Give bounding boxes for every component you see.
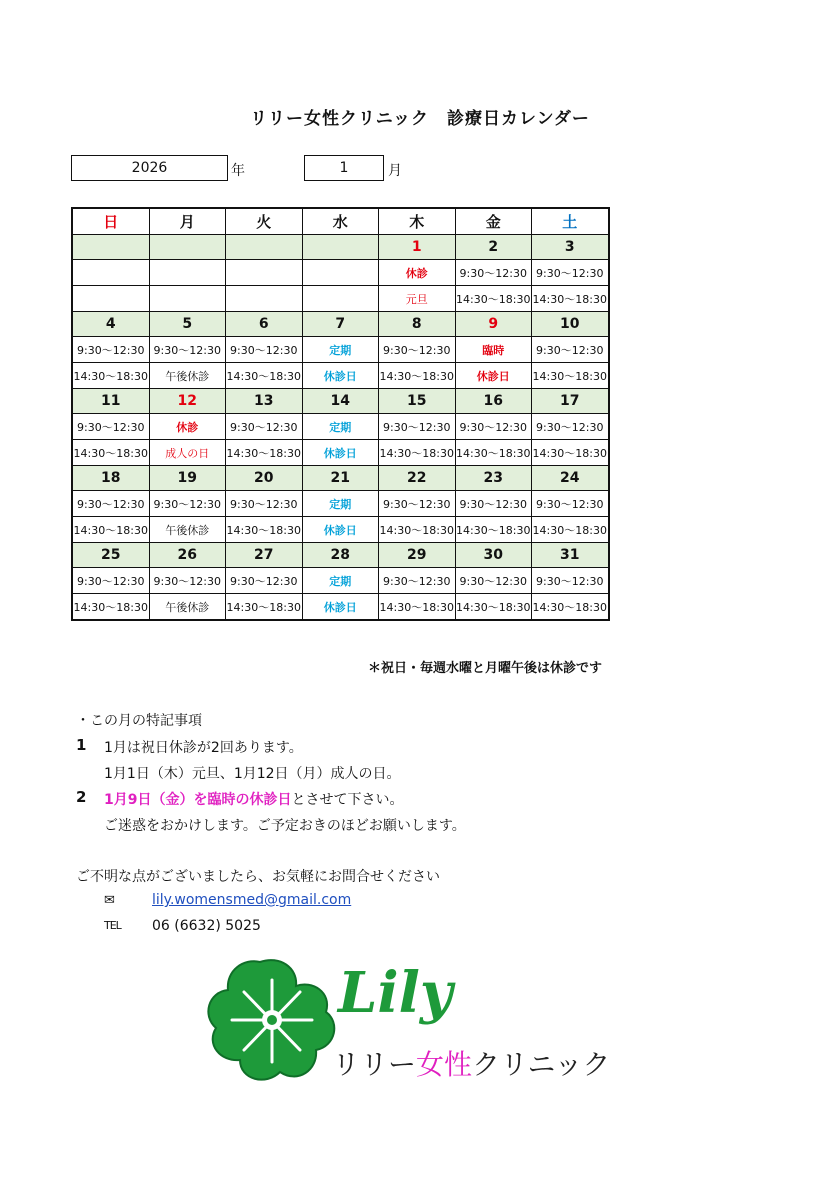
hours-cell-pm: 14:30〜18:30 bbox=[226, 594, 303, 621]
date-cell-thu: 15 bbox=[379, 389, 456, 414]
date-cell-thu: 29 bbox=[379, 543, 456, 568]
hours-cell-am: 9:30〜12:30 bbox=[149, 337, 226, 363]
date-cell-fri: 2 bbox=[455, 235, 532, 260]
date-cell-tue: 13 bbox=[226, 389, 303, 414]
hours-row-pm bbox=[72, 594, 609, 621]
date-cell-sun: 25 bbox=[72, 543, 149, 568]
hours-cell-pm: 午後休診 bbox=[149, 517, 226, 543]
date-cell-mon: 19 bbox=[149, 466, 226, 491]
lily-flower-icon bbox=[208, 960, 334, 1080]
date-cell-wed bbox=[302, 235, 379, 260]
date-cell-sun: 4 bbox=[72, 312, 149, 337]
hours-cell-am: 9:30〜12:30 bbox=[72, 414, 149, 440]
hours-cell-am: 臨時 bbox=[455, 337, 532, 363]
page-title: リリー女性クリニック 診療日カレンダー bbox=[250, 109, 590, 129]
hours-cell-pm: 午後休診 bbox=[149, 363, 226, 389]
date-cell-sat: 3 bbox=[532, 235, 609, 260]
date-cell-mon: 5 bbox=[149, 312, 226, 337]
date-cell-sat: 31 bbox=[532, 543, 609, 568]
hours-cell-pm: 元旦 bbox=[379, 286, 456, 312]
hours-cell-pm bbox=[302, 286, 379, 312]
clinic-logo bbox=[200, 950, 611, 1090]
hours-cell-am: 9:30〜12:30 bbox=[455, 260, 532, 286]
hours-cell-pm: 14:30〜18:30 bbox=[532, 440, 609, 466]
date-cell-wed: 14 bbox=[302, 389, 379, 414]
weekday-header-row bbox=[72, 208, 609, 235]
hours-cell-pm: 成人の日 bbox=[149, 440, 226, 466]
hours-cell-pm: 14:30〜18:30 bbox=[226, 440, 303, 466]
hours-cell-pm: 14:30〜18:30 bbox=[379, 594, 456, 621]
hours-cell-pm: 14:30〜18:30 bbox=[72, 517, 149, 543]
notes-heading: ・この月の特記事項 bbox=[76, 713, 202, 729]
date-cell-wed: 21 bbox=[302, 466, 379, 491]
note-2-number: 2 bbox=[76, 788, 87, 806]
hours-cell-am: 9:30〜12:30 bbox=[379, 568, 456, 594]
date-row bbox=[72, 466, 609, 491]
year-field: 2026 bbox=[71, 155, 228, 181]
hours-cell-pm: 休診日 bbox=[302, 363, 379, 389]
hours-row-pm bbox=[72, 286, 609, 312]
hours-cell-pm: 14:30〜18:30 bbox=[532, 517, 609, 543]
hours-cell-pm: 休診日 bbox=[302, 440, 379, 466]
hours-cell-am: 9:30〜12:30 bbox=[149, 491, 226, 517]
month-field: 1 bbox=[304, 155, 384, 181]
hours-cell-am: 定期 bbox=[302, 568, 379, 594]
date-cell-tue: 20 bbox=[226, 466, 303, 491]
date-cell-mon: 26 bbox=[149, 543, 226, 568]
weekday-header-sun: 日 bbox=[72, 208, 149, 235]
hours-cell-pm: 14:30〜18:30 bbox=[455, 286, 532, 312]
hours-cell-pm: 14:30〜18:30 bbox=[455, 440, 532, 466]
hours-cell-am: 定期 bbox=[302, 491, 379, 517]
hours-cell-am: 休診 bbox=[149, 414, 226, 440]
hours-cell-am: 9:30〜12:30 bbox=[455, 491, 532, 517]
weekday-header-thu: 木 bbox=[379, 208, 456, 235]
hours-cell-pm: 14:30〜18:30 bbox=[455, 594, 532, 621]
note-2-line-2: ご迷惑をおかけします。ご予定おきのほどお願いします。 bbox=[104, 818, 466, 834]
logo-wordmark: Lily bbox=[338, 960, 453, 1026]
hours-cell-pm: 14:30〜18:30 bbox=[72, 363, 149, 389]
date-cell-sat: 17 bbox=[532, 389, 609, 414]
date-cell-mon bbox=[149, 235, 226, 260]
hours-cell-pm: 休診日 bbox=[302, 594, 379, 621]
date-row bbox=[72, 235, 609, 260]
hours-cell-pm: 14:30〜18:30 bbox=[379, 363, 456, 389]
hours-cell-am: 休診 bbox=[379, 260, 456, 286]
date-cell-sun bbox=[72, 235, 149, 260]
logo-name-part3: クリニック bbox=[472, 1048, 611, 1081]
date-row bbox=[72, 543, 609, 568]
date-cell-sat: 24 bbox=[532, 466, 609, 491]
hours-cell-am: 9:30〜12:30 bbox=[149, 568, 226, 594]
hours-cell-pm: 14:30〜18:30 bbox=[72, 594, 149, 621]
note-2-highlight: 1月9日（金）を臨時の休診日 bbox=[104, 792, 292, 808]
hours-cell-am: 9:30〜12:30 bbox=[226, 414, 303, 440]
logo-clinic-name bbox=[332, 1048, 610, 1081]
hours-cell-am bbox=[226, 260, 303, 286]
closed-days-footnote: ＊祝日・毎週水曜と月曜午後は休診です bbox=[367, 661, 602, 676]
hours-cell-pm: 14:30〜18:30 bbox=[379, 440, 456, 466]
hours-cell-am: 9:30〜12:30 bbox=[379, 337, 456, 363]
weekday-header-mon: 月 bbox=[149, 208, 226, 235]
date-cell-fri: 30 bbox=[455, 543, 532, 568]
date-cell-fri: 23 bbox=[455, 466, 532, 491]
mail-icon: ✉ bbox=[104, 893, 115, 908]
date-cell-sun: 11 bbox=[72, 389, 149, 414]
hours-cell-pm: 休診日 bbox=[455, 363, 532, 389]
logo-name-part1: リリー bbox=[332, 1048, 417, 1081]
hours-cell-am: 9:30〜12:30 bbox=[532, 337, 609, 363]
hours-cell-am: 9:30〜12:30 bbox=[455, 414, 532, 440]
date-cell-thu: 1 bbox=[379, 235, 456, 260]
hours-cell-pm bbox=[226, 286, 303, 312]
year-unit-label: 年 bbox=[231, 163, 245, 179]
date-cell-tue bbox=[226, 235, 303, 260]
date-row bbox=[72, 312, 609, 337]
hours-cell-am: 9:30〜12:30 bbox=[72, 491, 149, 517]
hours-cell-am bbox=[72, 260, 149, 286]
hours-row-am bbox=[72, 337, 609, 363]
note-2-line-1 bbox=[104, 789, 403, 809]
hours-row-pm bbox=[72, 363, 609, 389]
hours-row-am bbox=[72, 260, 609, 286]
date-cell-fri: 16 bbox=[455, 389, 532, 414]
weekday-header-wed: 水 bbox=[302, 208, 379, 235]
date-cell-wed: 7 bbox=[302, 312, 379, 337]
note-1-line-1: 1月は祝日休診が2回あります。 bbox=[104, 740, 303, 756]
hours-cell-am: 9:30〜12:30 bbox=[226, 568, 303, 594]
hours-cell-pm: 14:30〜18:30 bbox=[455, 517, 532, 543]
month-unit-label: 月 bbox=[388, 163, 402, 179]
hours-row-pm bbox=[72, 517, 609, 543]
date-cell-thu: 22 bbox=[379, 466, 456, 491]
hours-row-am bbox=[72, 568, 609, 594]
hours-cell-am: 9:30〜12:30 bbox=[532, 491, 609, 517]
hours-cell-am: 9:30〜12:30 bbox=[532, 568, 609, 594]
hours-cell-am: 9:30〜12:30 bbox=[532, 260, 609, 286]
weekday-header-fri: 金 bbox=[455, 208, 532, 235]
hours-cell-pm: 14:30〜18:30 bbox=[379, 517, 456, 543]
logo-name-part2: 女性 bbox=[416, 1048, 473, 1081]
hours-cell-pm: 14:30〜18:30 bbox=[532, 363, 609, 389]
date-cell-tue: 6 bbox=[226, 312, 303, 337]
hours-row-pm bbox=[72, 440, 609, 466]
hours-cell-am: 9:30〜12:30 bbox=[455, 568, 532, 594]
hours-cell-am: 9:30〜12:30 bbox=[72, 337, 149, 363]
hours-cell-pm: 14:30〜18:30 bbox=[532, 286, 609, 312]
hours-cell-pm bbox=[72, 286, 149, 312]
hours-cell-pm: 休診日 bbox=[302, 517, 379, 543]
hours-cell-pm: 午後休診 bbox=[149, 594, 226, 621]
note-1-line-2: 1月1日（木）元旦、1月12日（月）成人の日。 bbox=[104, 766, 401, 782]
hours-cell-am: 定期 bbox=[302, 414, 379, 440]
contact-intro: ご不明な点がございましたら、お気軽にお問合せください bbox=[76, 869, 440, 885]
hours-cell-pm: 14:30〜18:30 bbox=[226, 363, 303, 389]
hours-cell-am bbox=[302, 260, 379, 286]
note-1-number: 1 bbox=[76, 736, 87, 754]
hours-cell-am: 9:30〜12:30 bbox=[72, 568, 149, 594]
weekday-header-sat: 土 bbox=[532, 208, 609, 235]
date-cell-wed: 28 bbox=[302, 543, 379, 568]
hours-cell-pm: 14:30〜18:30 bbox=[72, 440, 149, 466]
date-cell-mon: 12 bbox=[149, 389, 226, 414]
hours-cell-pm bbox=[149, 286, 226, 312]
hours-cell-am: 9:30〜12:30 bbox=[379, 414, 456, 440]
hours-cell-pm: 14:30〜18:30 bbox=[226, 517, 303, 543]
weekday-header-tue: 火 bbox=[226, 208, 303, 235]
note-2-rest: とさせて下さい。 bbox=[291, 792, 404, 808]
hours-cell-am: 9:30〜12:30 bbox=[226, 337, 303, 363]
hours-cell-pm: 14:30〜18:30 bbox=[532, 594, 609, 621]
date-cell-tue: 27 bbox=[226, 543, 303, 568]
date-row bbox=[72, 389, 609, 414]
hours-row-am bbox=[72, 414, 609, 440]
calendar-table bbox=[71, 207, 610, 621]
phone-number: 06 (6632) 5025 bbox=[152, 918, 261, 934]
hours-cell-am bbox=[149, 260, 226, 286]
hours-cell-am: 9:30〜12:30 bbox=[379, 491, 456, 517]
hours-cell-am: 9:30〜12:30 bbox=[226, 491, 303, 517]
date-cell-sun: 18 bbox=[72, 466, 149, 491]
hours-row-am bbox=[72, 491, 609, 517]
date-cell-fri: 9 bbox=[455, 312, 532, 337]
date-cell-thu: 8 bbox=[379, 312, 456, 337]
hours-cell-am: 定期 bbox=[302, 337, 379, 363]
tel-icon: TEL bbox=[104, 919, 121, 932]
date-cell-sat: 10 bbox=[532, 312, 609, 337]
email-link[interactable]: lily.womensmed@gmail.com bbox=[152, 892, 352, 908]
hours-cell-am: 9:30〜12:30 bbox=[532, 414, 609, 440]
